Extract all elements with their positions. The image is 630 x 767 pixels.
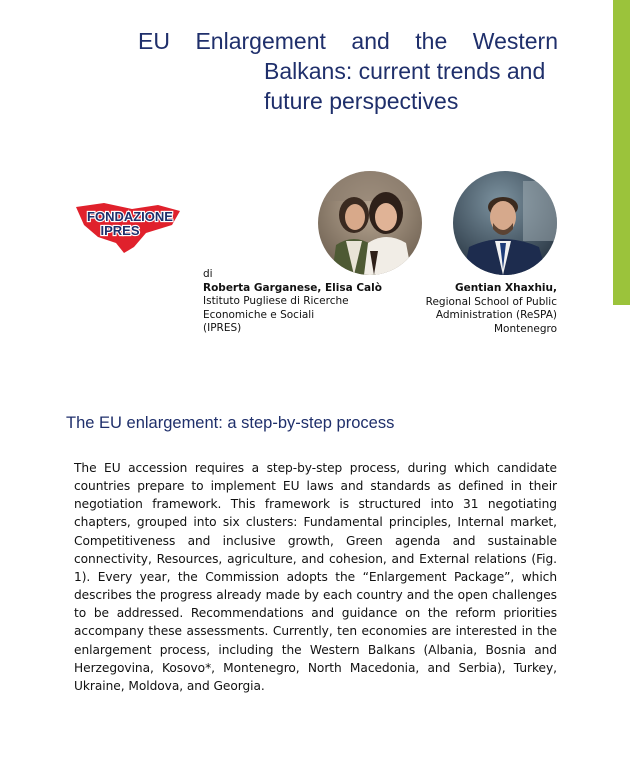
- title-line-2: Balkans: current trends and: [264, 58, 546, 84]
- authors-left-affiliation-1: Istituto Pugliese di Ricerche: [203, 295, 349, 307]
- authors-right-block: [426, 282, 557, 336]
- page-title: [138, 26, 558, 116]
- authors-right-affiliation-1: Regional School of Public: [425, 295, 557, 308]
- author-photo-right: [453, 171, 557, 275]
- authors-right-affiliation-2: Administration (ReSPA): [435, 309, 557, 321]
- portrait-two-women: [318, 171, 422, 275]
- title-line-1: EU Enlargement and the Western: [138, 28, 558, 54]
- fondazione-ipres-logo: [74, 203, 186, 255]
- authors-left-names: Roberta Garganese, Elisa Calò: [203, 281, 382, 294]
- accent-bar: [613, 0, 630, 305]
- authors-photo-left: [318, 171, 422, 275]
- authors-left-affiliation-3: (IPRES): [203, 322, 242, 334]
- authors-right-name: Gentian Xhaxhiu,: [454, 282, 557, 294]
- section-heading: The EU enlargement: a step-by-step process: [66, 414, 395, 432]
- logo-text-line-2: IPRES: [100, 223, 140, 238]
- logo-text-line-1: FONDAZIONE: [87, 209, 173, 224]
- portrait-man: [453, 171, 557, 275]
- title-line-3: future perspectives: [264, 88, 459, 114]
- authors-right-affiliation-3: Montenegro: [493, 322, 557, 335]
- body-paragraph: The EU accession requires a step-by-step process, during which candidate countries prepare to implement EU laws and standards as defined in their negotiation framework. This framework is structured into 31 negotiating chapters, grouped into six clusters: Fundamental principles, Internal market, Competitiveness and inclusive growth, Green agenda and sustainable connectivity, Resources, agriculture, and cohesion, and External relations (Fig. 1). Every year, the Commission adopts the “Enlargement Package”, which describes the progress already made by each country and the open challenges to be addressed. Recommendations and guidance on the reform priorities accompany these assessments. Currently, ten economies are interested in the enlargement process, including the Western Balkans (Albania, Bosnia and Herzegovina, Kosovo*, Montenegro, North Macedonia, and Serbia), Turkey, Ukraine, Moldova, and Georgia.: [74, 461, 557, 693]
- authors-prefix: di: [203, 268, 213, 280]
- logo-graphic: [74, 203, 186, 255]
- authors-left-affiliation-2: Economiche e Sociali: [203, 308, 315, 321]
- authors-left-block: [203, 268, 382, 336]
